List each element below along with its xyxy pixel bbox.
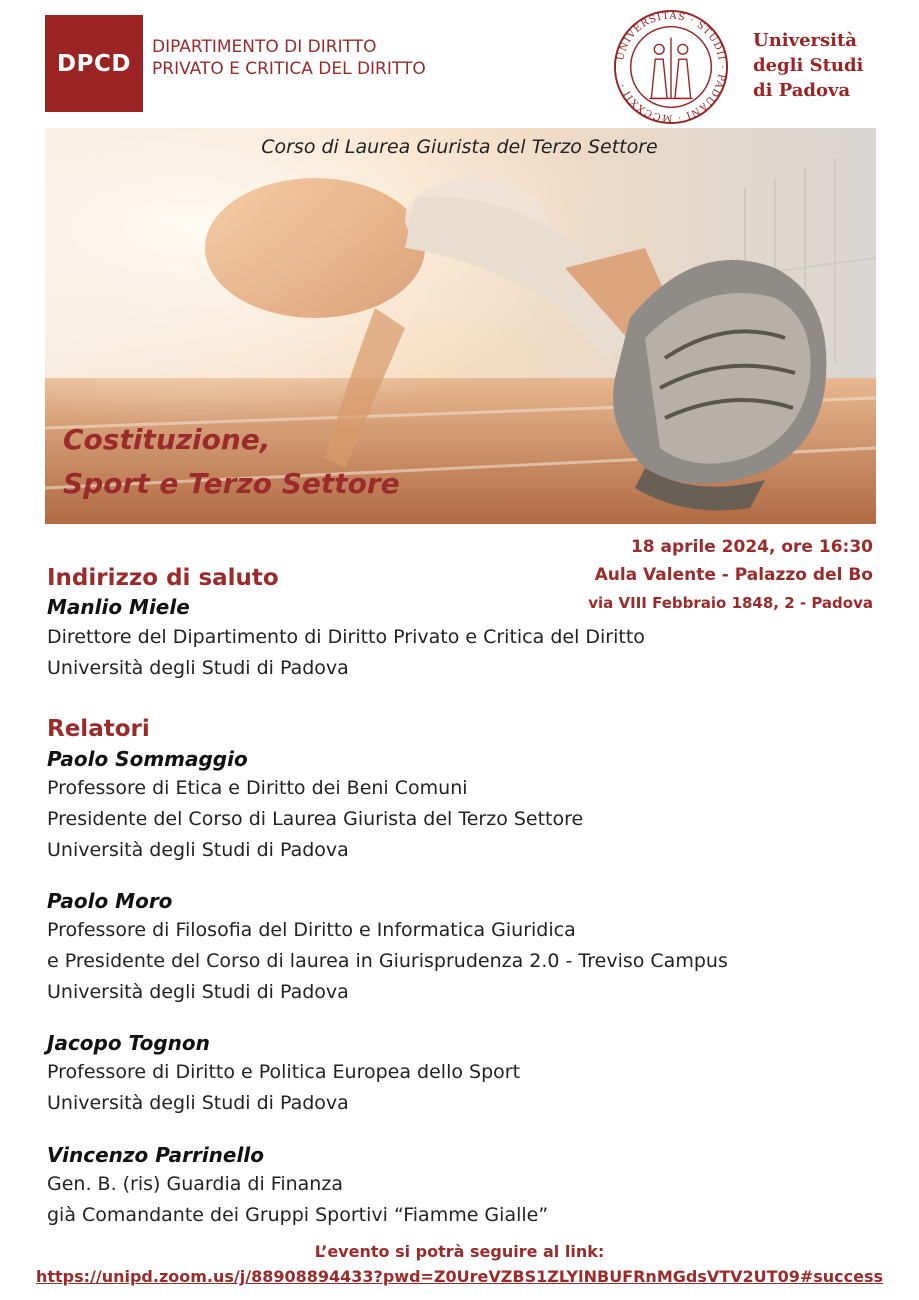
speaker-details (47, 773, 583, 866)
university-line-2: degli Studi (753, 55, 864, 76)
speaker-line: Professore di Etica e Diritto dei Beni Comuni (47, 777, 468, 799)
event-venue: Aula Valente - Palazzo del Bo (594, 565, 873, 585)
relatori-heading: Relatori (47, 716, 150, 742)
university-seal-icon (612, 8, 730, 126)
saluto-heading: Indirizzo di saluto (47, 565, 279, 591)
department-line-1: DIPARTIMENTO DI DIRITTO (152, 37, 377, 57)
speaker-name: Jacopo Tognon (47, 1031, 210, 1055)
speaker-line: Presidente del Corso di Laurea Giurista del Terzo Settore (47, 808, 584, 830)
saluto-details (47, 622, 645, 684)
speaker-line: Professore di Filosofia del Diritto e Informatica Giuridica (47, 919, 576, 941)
university-name (753, 28, 863, 103)
saluto-name: Manlio Miele (47, 595, 190, 619)
dpcd-logo (45, 15, 143, 112)
speaker-line: Professore di Diritto e Politica Europea dello Sport (47, 1061, 521, 1083)
svg-text:UNIVERSITAS · STUDII · PADUANI: UNIVERSITAS · STUDII · PADUANI · MCCXXII · (615, 10, 728, 124)
speaker-name: Vincenzo Parrinello (47, 1143, 264, 1167)
speaker-line: Università degli Studi di Padova (47, 981, 349, 1003)
speaker-line: Università degli Studi di Padova (47, 839, 349, 861)
speaker-name: Paolo Moro (47, 889, 173, 913)
event-address: via VIII Febbraio 1848, 2 - Padova (588, 594, 873, 612)
speaker-name: Paolo Sommaggio (47, 747, 248, 771)
speaker-details (47, 1057, 520, 1119)
event-title (63, 418, 400, 506)
dpcd-logo-text: DPCD (57, 50, 131, 77)
event-date: 18 aprile 2024, ore 16:30 (630, 537, 873, 557)
event-title-line-2: Sport e Terzo Settore (63, 467, 400, 500)
speaker-line: e Presidente del Corso di laurea in Giurisprudenza 2.0 - Treviso Campus (47, 950, 728, 972)
university-line-1: Università (753, 30, 857, 51)
university-line-3: di Padova (753, 80, 851, 101)
event-info (588, 533, 873, 617)
saluto-line: Direttore del Dipartimento di Diritto Privato e Critica del Diritto (47, 626, 645, 648)
course-name: Corso di Laurea Giurista del Terzo Settore (261, 136, 658, 158)
footer-note: L’evento si potrà seguire al link: (314, 1242, 605, 1261)
saluto-line: Università degli Studi di Padova (47, 657, 349, 679)
speaker-line: Gen. B. (ris) Guardia di Finanza (47, 1173, 343, 1195)
speaker-details (47, 915, 728, 1008)
zoom-link[interactable]: https://unipd.zoom.us/j/88908894433?pwd=Z0UreVZBS1ZLYlNBUFRnMGdsVTV2UT09#success (35, 1267, 884, 1286)
speaker-line: Università degli Studi di Padova (47, 1092, 349, 1114)
speaker-details (47, 1169, 548, 1231)
department-line-2: PRIVATO E CRITICA DEL DIRITTO (152, 59, 426, 79)
speaker-line: già Comandante dei Gruppi Sportivi “Fiamme Gialle” (47, 1204, 549, 1226)
event-title-line-1: Costituzione, (63, 423, 271, 456)
department-name (152, 36, 426, 80)
